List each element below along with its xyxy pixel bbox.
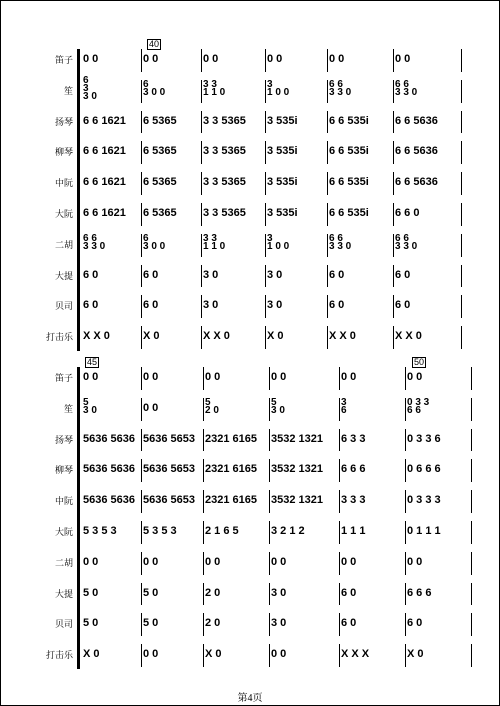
barline <box>141 552 142 575</box>
notation-cell: 5 0 <box>143 586 159 599</box>
barline <box>203 429 204 452</box>
notation-cell: 5 0 <box>143 617 159 630</box>
barline <box>203 583 204 606</box>
notation-cell: 6 6 535i <box>329 114 369 127</box>
notation-cell: 3 0 <box>271 617 287 630</box>
notation-cell: 5 3 5 3 <box>83 525 117 537</box>
barline <box>203 367 204 390</box>
notation-cell: 6 3 0 0 <box>143 79 166 99</box>
notation-cell: 0 0 <box>143 401 159 414</box>
notation-cell: 0 0 <box>271 371 287 383</box>
notation-cell: 5636 5653 <box>143 432 195 445</box>
barline <box>265 203 266 226</box>
barline <box>405 583 406 606</box>
notation-cell: 0 0 <box>143 555 159 568</box>
notation-cell: 5 3 0 <box>271 397 285 417</box>
instrument-label: 大提 <box>54 270 73 281</box>
barline <box>141 111 142 134</box>
notation-cell: 5636 5636 <box>83 432 135 445</box>
barline <box>405 613 406 636</box>
barline <box>339 459 340 482</box>
barline <box>269 490 270 513</box>
measure-number: 45 <box>87 357 98 367</box>
barline <box>203 490 204 513</box>
notation-cell: 6 5365 <box>143 145 177 158</box>
barline <box>265 326 266 349</box>
notation-cell: 6 6 535i <box>329 207 369 219</box>
barline <box>265 111 266 134</box>
instrument-label: 笙 <box>63 403 73 414</box>
barline <box>471 398 472 421</box>
notation-cell: X X 0 <box>329 330 356 343</box>
notation-cell: 3 6 <box>341 397 347 417</box>
barline <box>471 490 472 513</box>
notation-cell: 6 6 3 3 0 <box>395 79 418 99</box>
barline <box>339 521 340 544</box>
barline <box>141 398 142 421</box>
barline <box>201 234 202 257</box>
notation-cell: 5 3 0 <box>83 397 97 417</box>
instrument-label: 笛子 <box>54 55 73 65</box>
notation-cell: 0 6 6 6 <box>407 463 441 476</box>
notation-cell: X X 0 <box>83 330 110 343</box>
notation-cell: 6 6 5636 <box>395 114 438 127</box>
barline <box>203 521 204 544</box>
notation-cell: 5 0 <box>83 586 99 599</box>
notation-cell: 6 6 3 3 0 <box>395 233 418 253</box>
notation-cell: X 0 <box>205 648 222 661</box>
notation-cell: 6 5365 <box>143 176 177 189</box>
barline <box>327 141 328 164</box>
barline <box>269 459 270 482</box>
system-bracket <box>77 367 80 669</box>
notation-cell: 6 0 <box>143 268 159 281</box>
barline <box>141 141 142 164</box>
barline <box>203 613 204 636</box>
barline <box>269 613 270 636</box>
barline <box>269 644 270 667</box>
barline <box>141 295 142 318</box>
barline <box>141 521 142 544</box>
barline <box>339 398 340 421</box>
barline <box>471 367 472 390</box>
notation-cell: 6 0 <box>83 268 99 281</box>
barline <box>265 80 266 103</box>
notation-cell: 6 6 3 3 0 <box>83 233 106 253</box>
barline <box>327 111 328 134</box>
notation-cell: 3 0 <box>203 299 219 312</box>
barline <box>327 80 328 103</box>
notation-cell: 3 1 0 0 <box>267 79 290 99</box>
barline <box>269 367 270 390</box>
notation-cell: 6 0 <box>395 268 411 281</box>
notation-cell: X X 0 <box>203 330 230 343</box>
notation-cell: 5636 5653 <box>143 494 195 507</box>
instrument-label: 笛子 <box>54 373 73 383</box>
notation-cell: 3 0 <box>267 268 283 281</box>
notation-cell: 2 0 <box>205 617 221 630</box>
notation-cell: 3 2 1 2 <box>271 525 305 537</box>
barline <box>141 490 142 513</box>
notation-cell: 6 0 <box>83 299 99 312</box>
notation-cell: 6 5365 <box>143 114 177 127</box>
instrument-label: 中阮 <box>54 178 73 189</box>
instrument-label: 扬琴 <box>54 116 73 127</box>
notation-cell: X 0 <box>407 648 424 661</box>
notation-cell: 0 0 <box>205 371 221 383</box>
instrument-label: 大提 <box>54 588 73 599</box>
barline <box>265 172 266 195</box>
barline <box>203 644 204 667</box>
barline <box>393 203 394 226</box>
barline <box>265 265 266 288</box>
notation-cell: 6 6 5636 <box>395 145 438 158</box>
barline <box>201 295 202 318</box>
notation-cell: 6 0 <box>143 299 159 312</box>
notation-cell: 6 0 <box>329 299 345 312</box>
barline <box>393 49 394 72</box>
notation-cell: 0 0 <box>143 648 159 661</box>
notation-cell: 3 3 3 <box>341 494 366 507</box>
barline <box>141 49 142 72</box>
barline <box>393 141 394 164</box>
barline <box>327 295 328 318</box>
barline <box>461 172 462 195</box>
notation-cell: 3 3 5365 <box>203 145 246 158</box>
notation-cell: 5636 5636 <box>83 463 135 476</box>
barline <box>393 111 394 134</box>
instrument-label: 中阮 <box>54 496 73 507</box>
notation-cell: 0 0 <box>83 53 99 65</box>
notation-cell: 3 535i <box>267 207 298 219</box>
notation-cell: 6 6 535i <box>329 145 369 158</box>
barline <box>203 398 204 421</box>
notation-cell: 5 2 0 <box>205 397 219 417</box>
barline <box>405 552 406 575</box>
barline <box>471 644 472 667</box>
barline <box>141 80 142 103</box>
barline <box>269 429 270 452</box>
instrument-label: 柳琴 <box>54 465 73 476</box>
barline <box>461 265 462 288</box>
barline <box>201 265 202 288</box>
notation-cell: 5 0 <box>83 617 99 630</box>
notation-cell: 6 3 3 <box>341 432 366 445</box>
barline <box>327 265 328 288</box>
notation-cell: 6 6 1621 <box>83 145 126 158</box>
barline <box>461 141 462 164</box>
barline <box>405 490 406 513</box>
instrument-label: 扬琴 <box>54 434 73 445</box>
barline <box>265 141 266 164</box>
barline <box>141 367 142 390</box>
barline <box>461 295 462 318</box>
notation-cell: 6 0 <box>329 268 345 281</box>
notation-cell: 0 0 <box>395 53 411 65</box>
notation-cell: 6 6 3 3 0 <box>329 79 352 99</box>
notation-cell: 0 3 3 6 <box>407 432 441 445</box>
barline <box>339 583 340 606</box>
barline <box>201 141 202 164</box>
barline <box>461 326 462 349</box>
barline <box>393 80 394 103</box>
barline <box>141 203 142 226</box>
notation-cell: 0 0 <box>329 53 345 65</box>
measure-number: 50 <box>414 357 425 367</box>
notation-cell: 3 3 1 1 0 <box>203 233 226 253</box>
notation-cell: 6 0 <box>407 617 423 630</box>
barline <box>393 172 394 195</box>
instrument-label: 贝司 <box>54 619 73 630</box>
notation-cell: 0 0 <box>203 53 219 65</box>
notation-cell: 6 6 5636 <box>395 176 438 189</box>
notation-cell: 0 0 <box>267 53 283 65</box>
notation-cell: 0 0 <box>205 555 221 568</box>
barline <box>141 429 142 452</box>
barline <box>405 429 406 452</box>
barline <box>393 295 394 318</box>
notation-cell: X 0 <box>83 648 100 661</box>
barline <box>201 49 202 72</box>
barline <box>141 459 142 482</box>
barline <box>471 459 472 482</box>
barline <box>141 234 142 257</box>
measure-number: 40 <box>149 39 160 49</box>
notation-cell: 2321 6165 <box>205 494 257 507</box>
notation-cell: X 0 <box>143 330 160 343</box>
notation-cell: 1 1 1 <box>341 525 366 537</box>
barline <box>265 234 266 257</box>
notation-cell: 5 3 5 3 <box>143 525 177 537</box>
notation-cell: 0 0 <box>407 371 423 383</box>
barline <box>339 644 340 667</box>
notation-cell: 3 1 0 0 <box>267 233 290 253</box>
notation-cell: 3 535i <box>267 145 298 158</box>
notation-cell: 6 0 <box>341 586 357 599</box>
score-system-1 <box>1 39 500 351</box>
barline <box>393 326 394 349</box>
notation-cell: 6 3 0 0 <box>143 233 166 253</box>
barline <box>201 80 202 103</box>
notation-cell: 0 0 <box>143 371 159 383</box>
notation-cell: 3 0 <box>203 268 219 281</box>
barline <box>339 429 340 452</box>
notation-cell: 6 6 535i <box>329 176 369 189</box>
barline <box>201 111 202 134</box>
instrument-label: 大阮 <box>54 527 73 537</box>
barline <box>203 552 204 575</box>
notation-cell: 5636 5636 <box>83 494 135 507</box>
notation-cell: 3 3 5365 <box>203 176 246 189</box>
barline <box>339 552 340 575</box>
notation-cell: 3 3 5365 <box>203 207 246 219</box>
barline <box>141 265 142 288</box>
notation-cell: X 0 <box>267 330 284 343</box>
barline <box>471 521 472 544</box>
notation-cell: 5636 5653 <box>143 463 195 476</box>
notation-cell: 0 0 <box>83 371 99 383</box>
barline <box>327 49 328 72</box>
barline <box>471 613 472 636</box>
notation-cell: 0 1 1 1 <box>407 525 441 537</box>
notation-cell: 6 6 3 3 0 <box>329 233 352 253</box>
score-system-2 <box>1 357 500 669</box>
notation-cell: 3 3 1 1 0 <box>203 79 226 99</box>
barline <box>461 49 462 72</box>
barline <box>471 429 472 452</box>
notation-cell: 3 0 <box>267 299 283 312</box>
instrument-label: 大阮 <box>54 209 73 219</box>
barline <box>269 398 270 421</box>
barline <box>471 552 472 575</box>
barline <box>471 583 472 606</box>
notation-cell: 3532 1321 <box>271 494 323 507</box>
barline <box>141 613 142 636</box>
barline <box>201 326 202 349</box>
barline <box>269 583 270 606</box>
notation-cell: 2321 6165 <box>205 432 257 445</box>
notation-cell: 0 0 <box>83 555 99 568</box>
barline <box>141 172 142 195</box>
instrument-label: 打击乐 <box>45 332 73 343</box>
notation-cell: 6 6 1621 <box>83 207 126 219</box>
notation-cell: 0 0 <box>341 371 357 383</box>
barline <box>327 326 328 349</box>
barline <box>203 459 204 482</box>
notation-cell: 0 0 <box>341 555 357 568</box>
barline <box>201 203 202 226</box>
barline <box>269 521 270 544</box>
barline <box>201 172 202 195</box>
barline <box>393 265 394 288</box>
system-bracket <box>77 49 80 351</box>
notation-cell: 3 3 5365 <box>203 114 246 127</box>
barline <box>141 644 142 667</box>
notation-cell: 3 0 <box>271 586 287 599</box>
instrument-label: 柳琴 <box>54 147 73 158</box>
notation-cell: 3532 1321 <box>271 463 323 476</box>
notation-cell: 6 6 6 <box>341 463 366 476</box>
barline <box>265 295 266 318</box>
notation-cell: 6 3 3 0 <box>83 75 97 103</box>
notation-cell: 2321 6165 <box>205 463 257 476</box>
barline <box>339 367 340 390</box>
notation-cell: 0 0 <box>407 555 423 568</box>
barline <box>461 234 462 257</box>
barline <box>327 203 328 226</box>
barline <box>265 49 266 72</box>
barline <box>405 459 406 482</box>
barline <box>405 398 406 421</box>
instrument-label: 打击乐 <box>45 650 73 661</box>
notation-cell: 6 6 6 <box>407 586 432 599</box>
notation-cell: 6 6 1621 <box>83 176 126 189</box>
notation-cell: X X 0 <box>395 330 422 343</box>
barline <box>327 234 328 257</box>
barline <box>461 111 462 134</box>
notation-cell: 0 0 <box>271 555 287 568</box>
barline <box>405 644 406 667</box>
notation-cell: 0 0 <box>271 648 287 661</box>
instrument-label: 贝司 <box>54 301 73 312</box>
barline <box>461 203 462 226</box>
notation-cell: 6 6 1621 <box>83 114 126 127</box>
barline <box>393 234 394 257</box>
notation-cell: X X X <box>341 648 370 661</box>
barline <box>339 613 340 636</box>
barline <box>141 583 142 606</box>
barline <box>141 326 142 349</box>
barline <box>461 80 462 103</box>
notation-cell: 6 0 <box>395 299 411 312</box>
notation-cell: 6 0 <box>341 617 357 630</box>
barline <box>339 490 340 513</box>
instrument-label: 笙 <box>63 85 73 96</box>
notation-cell: 3532 1321 <box>271 432 323 445</box>
notation-cell: 6 6 0 <box>395 207 420 219</box>
notation-cell: 6 5365 <box>143 207 177 219</box>
notation-cell: 3 535i <box>267 176 298 189</box>
notation-cell: 3 535i <box>267 114 298 127</box>
barline <box>327 172 328 195</box>
instrument-label: 二胡 <box>54 557 73 568</box>
page-footer: 第4页 <box>237 693 263 704</box>
barline <box>405 521 406 544</box>
barline <box>269 552 270 575</box>
barline <box>405 367 406 390</box>
notation-cell: 0 3 3 3 <box>407 494 441 507</box>
notation-cell: 2 1 6 5 <box>205 525 239 537</box>
instrument-label: 二胡 <box>54 239 73 250</box>
notation-cell: 2 0 <box>205 586 221 599</box>
notation-cell: 0 3 3 6 6 <box>407 397 430 417</box>
notation-cell: 0 0 <box>143 53 159 65</box>
